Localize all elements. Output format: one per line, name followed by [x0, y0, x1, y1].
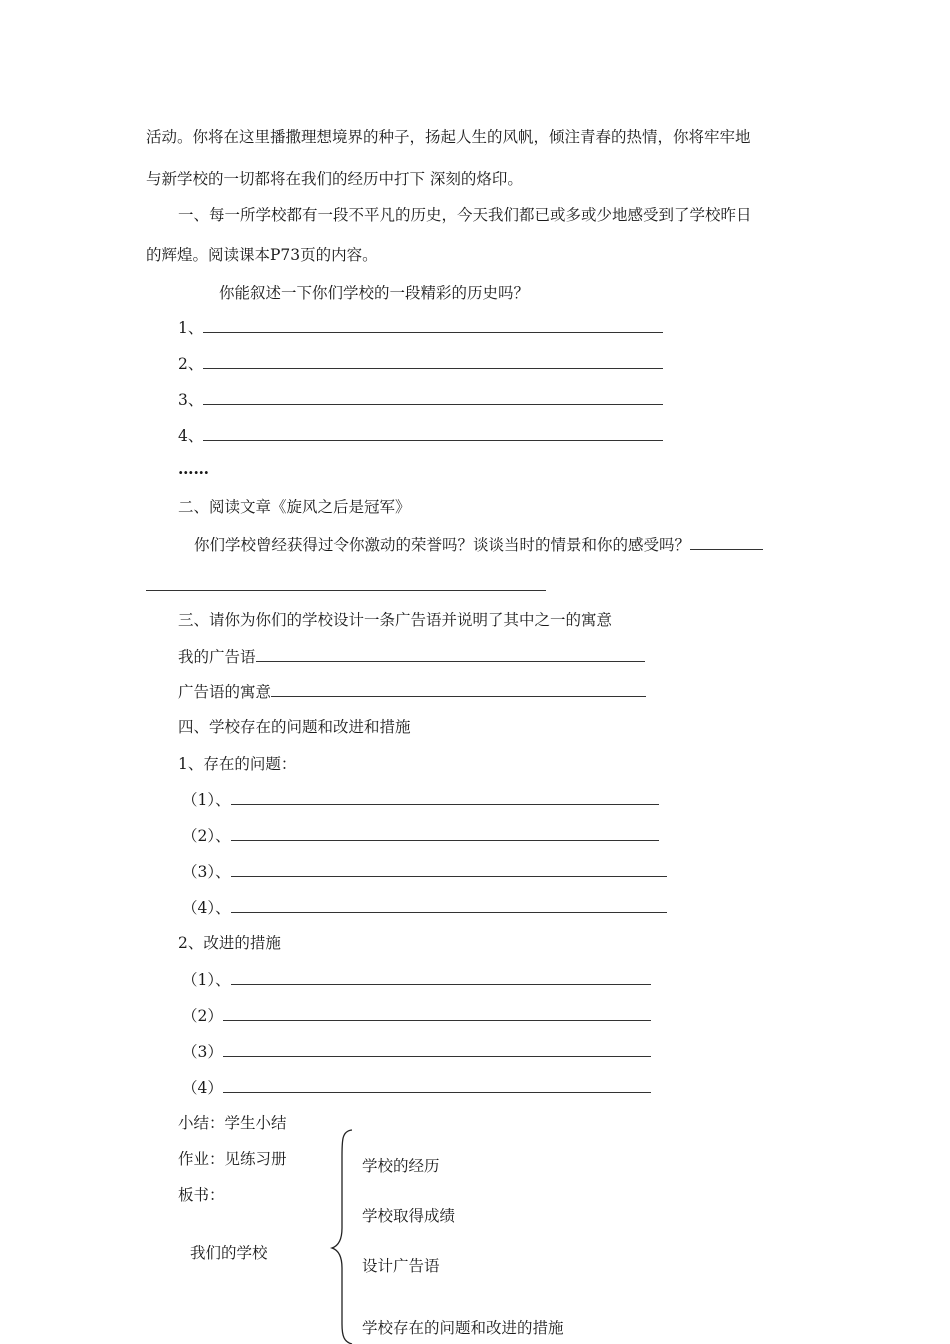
measure-item-1	[182, 970, 651, 990]
measure-item-label: （3）	[182, 1043, 223, 1061]
measure-item-4	[182, 1078, 651, 1098]
slogan-label: 我的广告语	[178, 648, 256, 666]
problem-item-label: （2）、	[182, 827, 231, 845]
problem-item-label: （4）、	[182, 899, 231, 917]
problem-item-1	[182, 790, 659, 810]
problem-item-4	[182, 898, 667, 918]
history-item-label: 4、	[178, 427, 204, 445]
meaning-label: 广告语的寓意	[178, 683, 272, 701]
answer-blank[interactable]	[223, 1042, 651, 1057]
answer-blank[interactable]	[231, 862, 667, 877]
section2-heading: 二、阅读文章《旋风之后是冠军》	[178, 498, 411, 516]
intro-line-1: 活动。你将在这里播撒理想境界的种子，扬起人生的风帆，倾注青春的热情，你将牢牢地	[146, 128, 751, 146]
ellipsis: ……	[178, 459, 209, 478]
answer-blank[interactable]	[231, 898, 667, 913]
homework: 作业：见练习册	[178, 1150, 287, 1168]
section2-question	[194, 535, 763, 555]
problems-label: 1、存在的问题：	[178, 755, 297, 773]
board-label: 板书：	[178, 1186, 225, 1204]
history-item-4	[178, 426, 663, 446]
section1-line-1: 一、每一所学校都有一段不平凡的历史，今天我们都已或多或少地感受到了学校昨日	[178, 206, 752, 224]
measure-item-3	[182, 1042, 651, 1062]
measures-label: 2、改进的措施	[178, 934, 281, 952]
board-item-1: 学校的经历	[362, 1157, 440, 1175]
answer-line[interactable]	[146, 590, 546, 591]
answer-blank[interactable]	[223, 1078, 651, 1093]
section2-question-text: 你们学校曾经获得过令你激动的荣誉吗？谈谈当时的情景和你的感受吗？	[194, 536, 691, 554]
slogan-row	[178, 647, 645, 667]
measure-item-2	[182, 1006, 651, 1026]
answer-blank[interactable]	[231, 970, 651, 985]
history-item-2	[178, 354, 663, 374]
answer-blank[interactable]	[690, 535, 763, 550]
history-item-1	[178, 318, 663, 338]
answer-blank[interactable]	[231, 826, 659, 841]
history-item-label: 1、	[178, 319, 204, 337]
section1-question: 你能叙述一下你们学校的一段精彩的历史吗？	[219, 284, 530, 302]
measure-item-label: （1）、	[182, 971, 231, 989]
problem-item-3	[182, 862, 667, 882]
history-item-3	[178, 390, 663, 410]
section1-line-2: 的辉煌。阅读课本P73页的内容。	[146, 246, 378, 264]
problem-item-label: （3）、	[182, 863, 231, 881]
answer-blank[interactable]	[231, 790, 659, 805]
history-item-label: 2、	[178, 355, 204, 373]
meaning-blank[interactable]	[271, 682, 646, 697]
answer-blank[interactable]	[203, 354, 663, 369]
summary: 小结：学生小结	[178, 1114, 287, 1132]
measure-item-label: （4）	[182, 1079, 223, 1097]
answer-blank[interactable]	[203, 318, 663, 333]
measure-item-label: （2）	[182, 1007, 223, 1025]
board-item-2: 学校取得成绩	[362, 1207, 456, 1225]
board-center: 我们的学校	[190, 1244, 268, 1262]
problem-item-2	[182, 826, 659, 846]
problem-item-label: （1）、	[182, 791, 231, 809]
answer-blank[interactable]	[203, 426, 663, 441]
board-item-3: 设计广告语	[362, 1257, 440, 1275]
section3-heading: 三、请你为你们的学校设计一条广告语并说明了其中之一的寓意	[178, 611, 613, 629]
meaning-row	[178, 682, 646, 702]
slogan-blank[interactable]	[256, 647, 645, 662]
board-item-4: 学校存在的问题和改进的措施	[362, 1319, 564, 1337]
history-item-label: 3、	[178, 391, 204, 409]
answer-blank[interactable]	[223, 1006, 651, 1021]
section4-heading: 四、学校存在的问题和改进和措施	[178, 718, 411, 736]
intro-line-2: 与新学校的一切都将在我们的经历中打下 深刻的烙印。	[146, 170, 523, 188]
curly-brace-icon	[330, 1128, 356, 1344]
answer-blank[interactable]	[203, 390, 663, 405]
